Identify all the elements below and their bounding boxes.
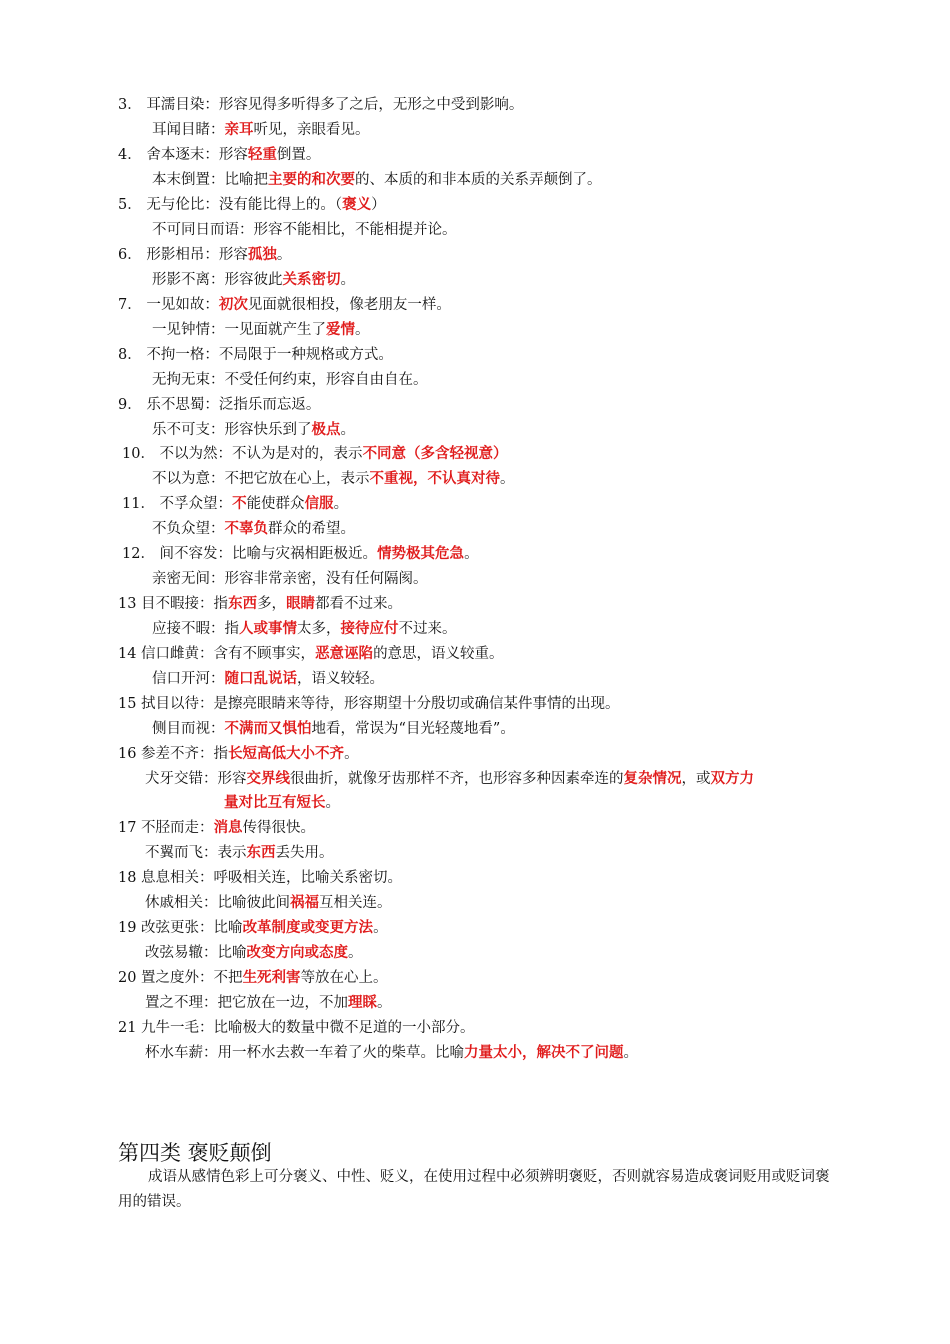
line-text: 。 — [500, 471, 515, 487]
idiom-line-l4b — [152, 170, 602, 190]
idiom-line-l9a — [118, 395, 320, 415]
line-text: 传得很快。 — [242, 820, 316, 836]
line-text: 18 息息相关：呼吸相关连，比喻关系密切。 — [118, 870, 403, 886]
line-text: 互相关连。 — [319, 895, 392, 911]
emphasis-text: 恶意诬陷 — [315, 646, 374, 662]
line-text: ） — [371, 197, 386, 213]
emphasis-text: 初次 — [218, 297, 248, 313]
line-text: 8． 不拘一格：不局限于一种规格或方式。 — [118, 347, 393, 363]
emphasis-text: 极点 — [311, 422, 341, 438]
emphasis-text: 接待应付 — [340, 621, 399, 637]
idiom-line-l8b — [152, 370, 428, 390]
line-text: 置之不理：把它放在一边，不加 — [145, 995, 348, 1011]
line-text: 。 — [340, 272, 355, 288]
line-text: 不过来。 — [398, 621, 457, 637]
line-text: 10． 不以为然：不认为是对的，表示 — [122, 446, 363, 462]
idiom-line-l20b — [145, 993, 392, 1013]
emphasis-text: 改革制度或变更方法 — [242, 920, 374, 936]
emphasis-text: 复杂情况 — [623, 771, 682, 787]
line-text: 不翼而飞：表示 — [145, 845, 247, 861]
emphasis-text: 眼睛 — [286, 596, 316, 612]
idiom-line-l19b — [145, 943, 363, 963]
idiom-line-l14a — [118, 644, 504, 664]
line-text: 。 — [373, 920, 388, 936]
idiom-line-l5b — [152, 220, 457, 240]
line-text: 应接不暇：指 — [152, 621, 239, 637]
line-text: 改弦易辙：比喻 — [145, 945, 247, 961]
idiom-line-l16c — [224, 793, 340, 813]
line-text: 17 不胫而走： — [118, 820, 214, 836]
line-text: 4． 舍本逐末：形容 — [118, 147, 248, 163]
idiom-line-l3b — [152, 120, 370, 140]
line-text: 6． 形影相吊：形容 — [118, 247, 248, 263]
idiom-line-l13a — [118, 594, 402, 614]
line-text: 形影不离：形容彼此 — [152, 272, 283, 288]
idiom-line-l12a — [122, 544, 479, 564]
idiom-line-l6b — [152, 270, 355, 290]
line-text: 一见钟情：一见面就产生了 — [152, 322, 326, 338]
line-text: 能使群众 — [246, 496, 305, 512]
idiom-line-l9b — [152, 420, 355, 440]
idiom-line-l13b — [152, 619, 457, 639]
line-text: 信口开河： — [152, 671, 225, 687]
emphasis-text: 亲耳 — [224, 122, 254, 138]
line-text: 不以为意：不把它放在心上，表示 — [152, 471, 370, 487]
idiom-line-l16b — [145, 769, 754, 789]
line-text: 等放在心上。 — [300, 970, 388, 986]
line-text: 3． 耳濡目染：形容见得多听得多了之后，无形之中受到影响。 — [118, 97, 524, 113]
line-text: 5． 无与伦比：没有能比得上的。（ — [118, 197, 343, 213]
line-text: ，语义较轻。 — [297, 671, 384, 687]
idiom-line-l21b — [145, 1043, 638, 1063]
line-text: 亲密无间：形容非常亲密，没有任何隔阂。 — [152, 571, 428, 587]
line-text: 。 — [348, 945, 363, 961]
line-text: 。 — [333, 496, 349, 512]
idiom-line-l10b — [152, 469, 515, 489]
emphasis-text: 主要的和次要 — [268, 172, 355, 188]
idiom-line-l15a — [118, 694, 620, 714]
line-text: 21 九牛一毛：比喻极大的数量中微不足道的一小部分。 — [118, 1020, 475, 1036]
line-text: 7． 一见如故： — [118, 297, 219, 313]
emphasis-text: 不满而又惧怕 — [224, 721, 312, 737]
line-text: 13 目不暇接：指 — [118, 596, 229, 612]
idiom-line-l11a — [122, 494, 348, 514]
idiom-line-l15b — [152, 719, 515, 739]
idiom-line-l18a — [118, 868, 402, 888]
section-heading: 第四类 褒贬颠倒 — [118, 1141, 272, 1165]
line-text: 杯水车薪：用一杯水去救一车着了火的柴草。比喻 — [145, 1045, 464, 1061]
idiom-line-l8a — [118, 345, 393, 365]
line-text: 15 拭目以待：是擦亮眼睛来等待，形容期望十分殷切或确信某件事情的出现。 — [118, 696, 620, 712]
line-text: 侧目而视： — [152, 721, 225, 737]
line-text: 9． 乐不思蜀：泛指乐而忘返。 — [118, 397, 321, 413]
idiom-line-l17b — [145, 843, 334, 863]
idiom-line-l4a — [118, 145, 320, 165]
line-text: 无拘无束：不受任何约束，形容自由自在。 — [152, 372, 428, 388]
emphasis-text: 东西 — [246, 845, 276, 861]
emphasis-text: 关系密切 — [282, 272, 341, 288]
line-text: 群众的希望。 — [268, 521, 355, 537]
line-text: 11． 不孚众望： — [122, 496, 233, 512]
emphasis-text: 不辜负 — [224, 521, 268, 537]
line-text: 。 — [276, 247, 292, 263]
line-text: 。 — [340, 422, 355, 438]
idiom-line-l10a — [122, 444, 508, 464]
idiom-line-l7a — [118, 295, 451, 315]
emphasis-text: 消息 — [213, 820, 243, 836]
emphasis-text: 东西 — [228, 596, 258, 612]
emphasis-text: 不重视，不认真对待 — [369, 471, 500, 487]
idiom-line-l16a — [118, 744, 359, 764]
idiom-line-l12b — [152, 569, 428, 589]
idiom-line-l18b — [145, 893, 392, 913]
line-text: 休戚相关：比喻彼此间 — [145, 895, 290, 911]
emphasis-text: 交界线 — [246, 771, 290, 787]
idiom-line-l5a — [118, 195, 386, 215]
idiom-line-l14b — [152, 669, 384, 689]
emphasis-text: 情势极其危急 — [377, 546, 465, 562]
line-text: ，或 — [681, 771, 711, 787]
line-text: 。 — [623, 1045, 638, 1061]
emphasis-text: 理睬 — [348, 995, 377, 1011]
line-text: 。 — [325, 795, 340, 811]
emphasis-text: 人或事情 — [239, 621, 297, 637]
idiom-line-l3a — [118, 95, 523, 115]
emphasis-text: 孤独 — [247, 247, 277, 263]
idiom-line-l7b — [152, 320, 370, 340]
line-text: 地看，常误为“目光轻蔑地看”。 — [311, 721, 515, 737]
emphasis-text: 轻重 — [247, 147, 277, 163]
line-text: 16 参差不齐：指 — [118, 746, 229, 762]
emphasis-text: 不 — [232, 496, 247, 512]
line-text: 的意思，语义较重。 — [373, 646, 504, 662]
emphasis-text: 信服 — [304, 496, 334, 512]
line-text: 不可同日而语：形容不能相比，不能相提并论。 — [152, 222, 457, 238]
line-text: 的、本质的和非本质的关系弄颠倒了。 — [355, 172, 602, 188]
idiom-line-l11b — [152, 519, 355, 539]
line-text: 听见，亲眼看见。 — [253, 122, 370, 138]
line-text: 不负众望： — [152, 521, 225, 537]
idiom-line-l6a — [118, 245, 291, 265]
emphasis-text: 力量太小，解决不了问题 — [464, 1045, 624, 1061]
emphasis-text: 改变方向或态度 — [246, 945, 348, 961]
emphasis-text: 褒义 — [342, 197, 372, 213]
emphasis-text: 随口乱说话 — [224, 671, 297, 687]
line-text: 丢失用。 — [275, 845, 334, 861]
idiom-line-l20a — [118, 968, 388, 988]
line-text: 很曲折，就像牙齿那样不齐，也形容多种因素牵连的 — [290, 771, 624, 787]
line-text: 乐不可支：形容快乐到了 — [152, 422, 312, 438]
line-text: 。 — [377, 995, 392, 1011]
line-text: 多， — [257, 596, 287, 612]
line-text: 耳闻目睹： — [152, 122, 225, 138]
line-text: 倒置。 — [276, 147, 321, 163]
idiom-line-l19a — [118, 918, 388, 938]
emphasis-text: 双方力 — [710, 771, 754, 787]
idiom-line-l21a — [118, 1018, 475, 1038]
line-text: 19 改弦更张：比喻 — [118, 920, 243, 936]
line-text: 见面就很相投，像老朋友一样。 — [247, 297, 451, 313]
line-text: 20 置之度外：不把 — [118, 970, 243, 986]
emphasis-text: 生死利害 — [242, 970, 301, 986]
emphasis-text: 祸福 — [290, 895, 319, 911]
line-text: 本末倒置：比喻把 — [152, 172, 268, 188]
idiom-line-l17a — [118, 818, 315, 838]
line-text: 。 — [344, 746, 359, 762]
line-text: 犬牙交错：形容 — [145, 771, 247, 787]
line-text: 。 — [355, 322, 370, 338]
emphasis-text: 量对比互有短长 — [224, 795, 326, 811]
line-text: 。 — [464, 546, 479, 562]
section-paragraph: 成语从感情色彩上可分褒义、中性、贬义，在使用过程中必须辨明褒贬，否则就容易造成褒词贬用或贬词褒用的错误。 — [118, 1169, 830, 1210]
emphasis-text: 爱情 — [326, 322, 355, 338]
emphasis-text: 不同意（多含轻视意） — [362, 446, 508, 462]
line-text: 都看不过来。 — [315, 596, 403, 612]
line-text: 14 信口雌黄：含有不顾事实， — [118, 646, 316, 662]
emphasis-text: 长短高低大小不齐 — [228, 746, 345, 762]
line-text: 12． 间不容发：比喻与灾祸相距极近。 — [122, 546, 378, 562]
line-text: 太多， — [297, 621, 341, 637]
